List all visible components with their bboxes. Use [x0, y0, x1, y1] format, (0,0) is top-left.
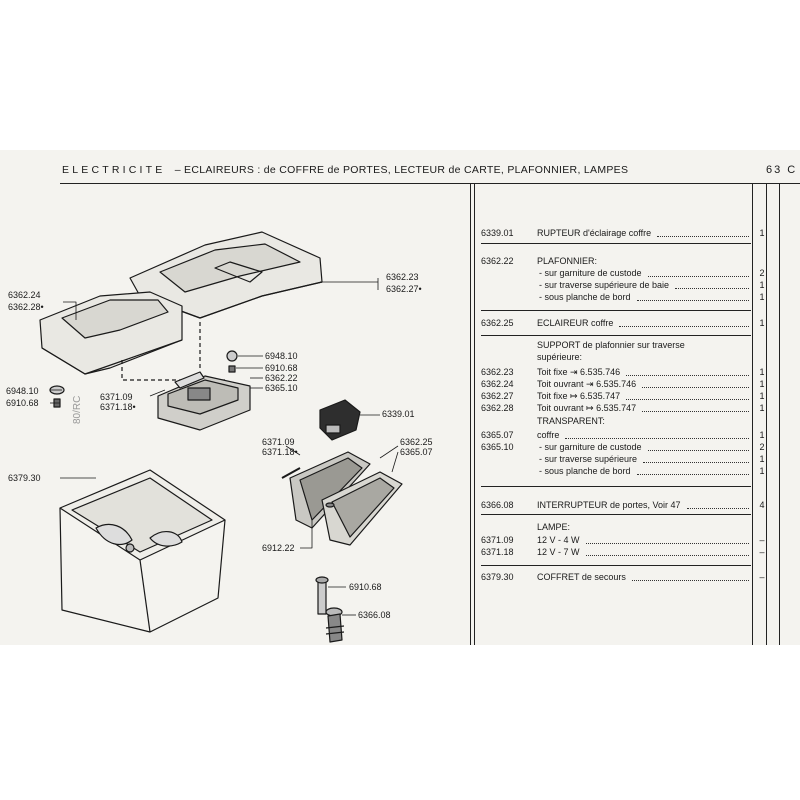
part-code: 6362.24 — [481, 379, 514, 389]
part-description: INTERRUPTEUR de portes, Voir 47 — [537, 500, 681, 510]
part-code: 6379.30 — [481, 572, 514, 582]
part-description: SUPPORT de plafonnier sur traverse — [537, 340, 685, 350]
catalog-stamp: 80/RC — [72, 395, 83, 424]
ceiling-support-front — [40, 292, 182, 374]
part-description: 12 V - 7 W — [537, 547, 580, 557]
ref-label: 6912.22 — [262, 543, 295, 553]
section-title: ELECTRICITE — [62, 164, 166, 176]
part-code: 6371.18 — [481, 547, 514, 557]
part-description: 12 V - 4 W — [537, 535, 580, 545]
part-quantity: 1 — [759, 318, 765, 328]
ref-label: 6371.09 — [262, 437, 295, 447]
part-quantity: – — [759, 535, 765, 545]
part-quantity: 2 — [759, 268, 765, 278]
ref-label: 6362.24 — [8, 290, 41, 300]
part-code: 6365.10 — [481, 442, 514, 452]
ref-label: 6362.23 — [386, 272, 419, 282]
part-code: 6362.22 — [481, 256, 514, 266]
part-description: RUPTEUR d'éclairage coffre — [537, 228, 652, 238]
ref-label: 6365.07 — [400, 447, 433, 457]
part-description: - sous planche de bord — [539, 466, 631, 476]
part-quantity: – — [759, 572, 765, 582]
ref-label: 6362.22 — [265, 373, 298, 383]
part-code: 6366.08 — [481, 500, 514, 510]
part-quantity: 1 — [759, 454, 765, 464]
part-description: - sur traverse supérieure de baie — [539, 280, 670, 290]
part-code: 6339.01 — [481, 228, 514, 238]
part-quantity: 1 — [759, 391, 765, 401]
part-code: 6362.27 — [481, 391, 514, 401]
part-code: 6362.25 — [481, 318, 514, 328]
part-description: supérieure: — [537, 352, 583, 362]
part-description: ECLAIREUR coffre — [537, 318, 614, 328]
door-breaker-switch — [320, 400, 360, 440]
part-quantity: 1 — [759, 292, 765, 302]
part-description: Toit ouvrant ⇥ 6.535.746 — [537, 379, 637, 389]
ref-label: 6910.68 — [265, 363, 298, 373]
part-description: Toit fixe ⇥ 6.535.746 — [537, 367, 621, 377]
ref-label: 6910.68 — [6, 398, 39, 408]
ref-label: 6365.10 — [265, 383, 298, 393]
part-quantity: 1 — [759, 367, 765, 377]
part-description: Toit fixe ↦ 6.535.747 — [537, 391, 621, 401]
part-code: 6365.07 — [481, 430, 514, 440]
ref-label: 6362.25 — [400, 437, 433, 447]
part-quantity: 1 — [759, 228, 765, 238]
part-description: TRANSPARENT: — [537, 416, 605, 426]
part-description: PLAFONNIER: — [537, 256, 598, 266]
part-quantity: 1 — [759, 466, 765, 476]
lamp-holder — [158, 376, 250, 430]
part-code: 6362.23 — [481, 367, 514, 377]
ref-label: 6362.27• — [386, 284, 422, 294]
emergency-box — [60, 470, 225, 632]
part-description: - sur garniture de custode — [539, 442, 642, 452]
part-description: - sur garniture de custode — [539, 268, 642, 278]
part-description: LAMPE: — [537, 522, 571, 532]
part-quantity: 1 — [759, 430, 765, 440]
part-quantity: 1 — [759, 280, 765, 290]
part-quantity: 1 — [759, 403, 765, 413]
part-quantity: 2 — [759, 442, 765, 452]
part-description: COFFRET de secours — [537, 572, 626, 582]
part-description: - sur traverse supérieure — [539, 454, 638, 464]
header-title: – ECLAIREURS : de COFFRE de PORTES, LECTEUR de CARTE, PLAFONNIER, LAMPES — [174, 164, 629, 176]
page-number: 63 C — [766, 164, 798, 176]
part-code: 6362.28 — [481, 403, 514, 413]
ref-label: 6339.01 — [382, 409, 415, 419]
ref-label: 6371.09 — [100, 392, 133, 402]
ref-label: 6948.10 — [6, 386, 39, 396]
part-description: Toit ouvrant ↦ 6.535.747 — [537, 403, 637, 413]
part-description: coffre — [537, 430, 560, 440]
ref-label: 6371.18• — [262, 447, 298, 457]
part-code: 6371.09 — [481, 535, 514, 545]
trunk-lamp-assembly — [282, 452, 402, 545]
ref-label: 6366.08 — [358, 610, 391, 620]
part-quantity: 4 — [759, 500, 765, 510]
ref-label: 6362.28• — [8, 302, 44, 312]
ref-label: 6371.18• — [100, 402, 136, 412]
part-quantity: 1 — [759, 379, 765, 389]
ref-label: 6948.10 — [265, 351, 298, 361]
ref-label: 6379.30 — [8, 473, 41, 483]
part-quantity: – — [759, 547, 765, 557]
part-description: - sous planche de bord — [539, 292, 631, 302]
ref-label: 6910.68 — [349, 582, 382, 592]
